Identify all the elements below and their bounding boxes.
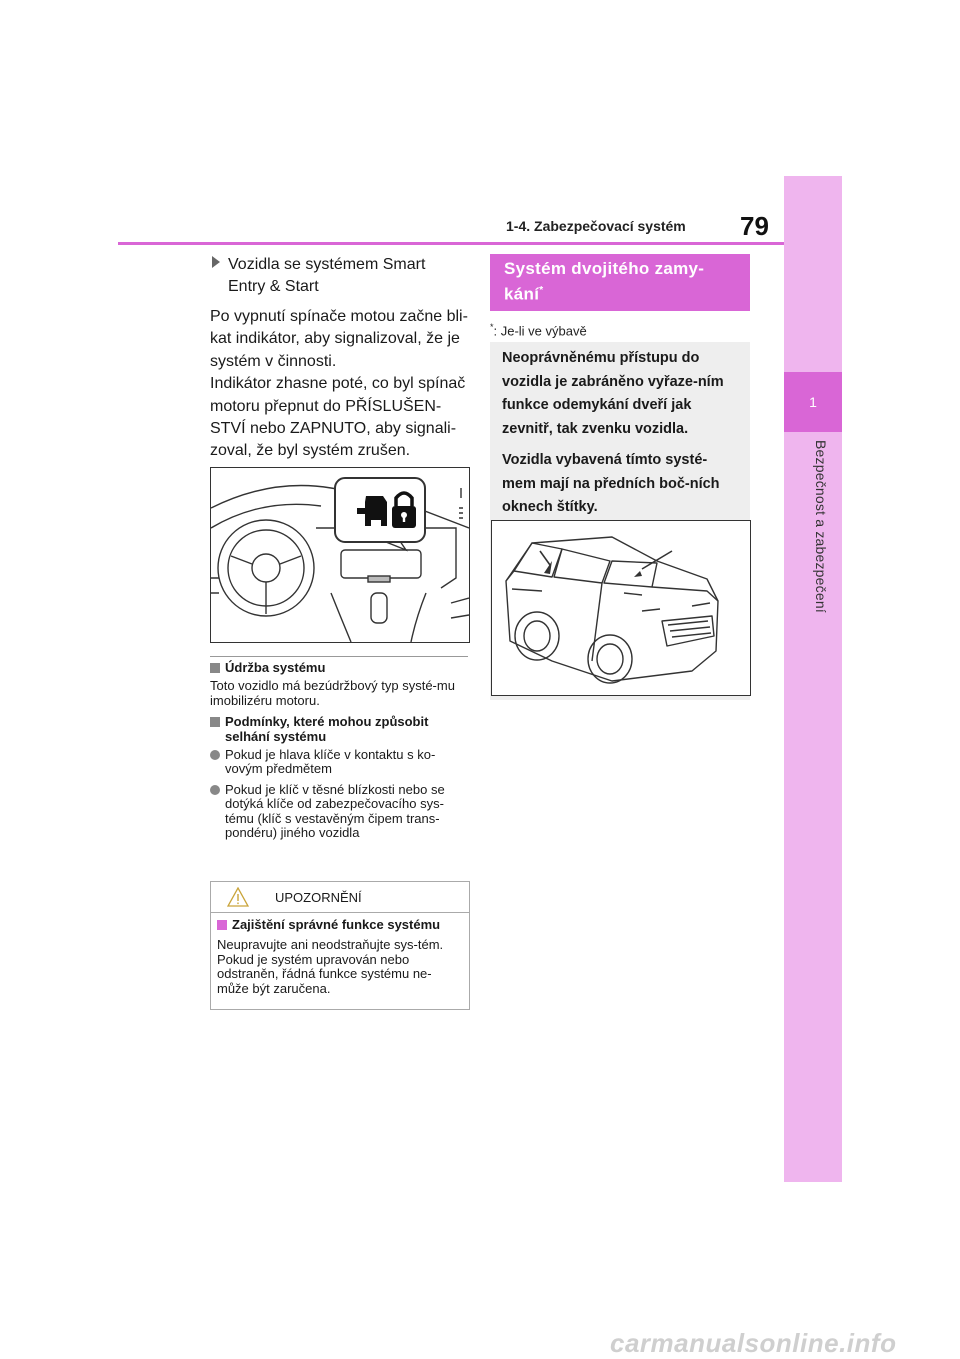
square-bullet-icon <box>210 717 220 727</box>
circle-bullet-icon <box>210 785 220 795</box>
warning-triangle-icon <box>227 887 249 907</box>
info-paragraph-2: Vozidla vybavená tímto systé-mem mají na předních boč-ních oknech štítky. <box>502 452 720 515</box>
triangle-bullet-icon <box>212 256 220 268</box>
lead-line-2: Entry & Start <box>228 278 319 295</box>
caution-label: UPOZORNĚNÍ <box>275 889 362 905</box>
note-heading-text: Podmínky, které mohou způsobit selhání systému <box>225 714 429 744</box>
notes-section <box>210 661 468 846</box>
section-heading-line-1: Systém dvojitého zamy- <box>504 259 705 278</box>
caution-header <box>211 882 469 913</box>
caution-heading <box>217 918 463 932</box>
vehicle-figure <box>491 520 751 696</box>
note-heading-conditions <box>210 715 468 744</box>
lead-line-1: Vozidla se systémem Smart <box>228 256 426 273</box>
chapter-number[interactable]: 1 <box>784 372 842 432</box>
body-text <box>210 306 472 463</box>
caution-text: Neupravujte ani neodstraňujte sys-tém. Pokud je systém upravován nebo odstraněn, řádná funkce systému ne-může být zaručena. <box>217 937 444 996</box>
note-heading-text: Údržba systému <box>225 660 326 675</box>
section-heading-line-2: kání <box>504 284 540 304</box>
chapter-title: Bezpečnost a zabezpečení <box>813 440 829 613</box>
footnote-text: : Je-li ve výbavě <box>493 323 587 339</box>
watermark: carmanualsonline.info <box>610 1328 897 1358</box>
section-heading <box>490 254 750 311</box>
dashboard-illustration <box>211 468 469 642</box>
square-bullet-icon <box>217 920 227 930</box>
circle-bullet-icon <box>210 750 220 760</box>
caution-box <box>210 881 470 1010</box>
note-heading-maintenance <box>210 661 468 675</box>
info-paragraph-1: Neoprávněnému přístupu do vozidla je zabráněno vyřaze-ním funkce odemykání dveří jak zevnitř, tak zvenku vozidla. <box>502 350 724 437</box>
list-item <box>210 748 468 777</box>
list-item <box>210 783 468 841</box>
divider <box>210 656 468 657</box>
list-item-text: Pokud je klíč v těsné blízkosti nebo se dotýká klíče od zabezpečovacího sys-tému (klíč s vestavěným čipem trans-pondéru) jiného vozidla <box>225 781 445 841</box>
page-number: 79 <box>740 211 769 241</box>
footnote <box>490 322 587 338</box>
lead-heading <box>212 254 472 298</box>
list-item-text: Pokud je hlava klíče v kontaktu s ko-vovým předmětem <box>225 747 436 777</box>
info-box <box>490 342 750 518</box>
section-title: 1-4. Zabezpečovací systém <box>506 218 686 234</box>
suv-sticker-icon <box>492 521 750 695</box>
caution-heading-text: Zajištění správné funkce systému <box>232 917 441 932</box>
caution-body <box>211 913 469 996</box>
footnote-asterisk: * <box>490 322 494 332</box>
dashboard-figure <box>210 467 470 643</box>
paragraph-2: Indikátor zhasne poté, co byl spínač motoru přepnut do PŘÍSLUŠEN-STVÍ nebo ZAPNUTO, aby signali-zoval, že byl systém zrušen. <box>210 375 466 460</box>
asterisk-mark: * <box>539 285 544 296</box>
square-bullet-icon <box>210 663 220 673</box>
note-text-maintenance: Toto vozidlo má bezúdržbový typ systé-mu imobilizéru motoru. <box>210 678 455 708</box>
header-rule <box>118 242 784 245</box>
paragraph-1: Po vypnutí spínače motou začne bli-kat indikátor, aby signalizoval, že je systém v činnosti. <box>210 308 468 370</box>
